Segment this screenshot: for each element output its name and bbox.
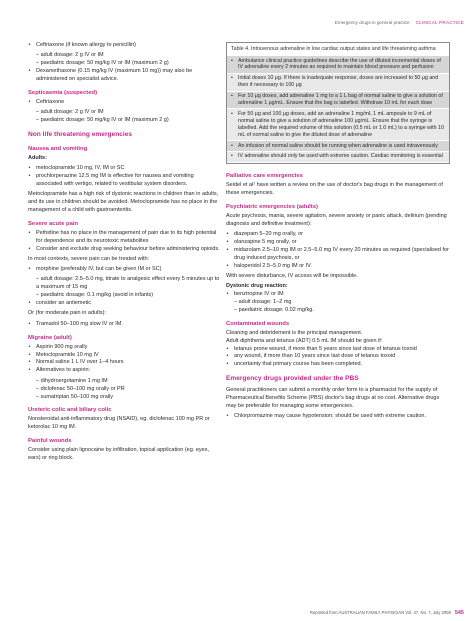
moderate-pain-label: Or (for moderate pain in adults): bbox=[28, 310, 106, 317]
contaminated-list bbox=[226, 346, 450, 370]
nausea-paragraph: Metoclopramide has a high risk of dystonic reactions in children than in adults, and its use in children should be avoided. Metoclopramide has no place in the management of a child with gastroenteritis. bbox=[28, 191, 219, 213]
contaminated-paragraph-2: Adult diphtheria and tetanus (ADT) 0.5 mL IM should be given if: bbox=[226, 337, 383, 344]
list-item: • metoclopramide 10 mg, IV, IM or SC bbox=[28, 165, 220, 173]
table-row: • An infusion of normal saline should be running when adrenaline is used intravenously bbox=[227, 141, 449, 151]
antiemetic-list bbox=[28, 300, 220, 308]
migraine-heading: Migraine (adult) bbox=[28, 334, 72, 341]
sub-item: – paediatric dosage: 50 mg/kg IV or IM (maximum 2 g) bbox=[36, 117, 169, 124]
pain-paragraph: In most contexts, severe pain can be treated with: bbox=[28, 255, 150, 262]
sub-item: – adult dosage: 2 g IV or IM bbox=[36, 52, 104, 59]
pbs-paragraph: General practitioners can submit a monthly order form to a pharmacist for the supply of Pharmaceutical Benefits Scheme (PBS) doctor's bag drugs at no cost. Alternative drugs may be preferable for managing some emergencies. bbox=[226, 386, 440, 409]
non-life-threatening-heading: Non life threatening emergencies bbox=[28, 131, 133, 139]
list-item: • Metoclopramide 10 mg IV bbox=[28, 352, 220, 360]
nausea-list bbox=[28, 165, 220, 189]
pain-list bbox=[28, 230, 220, 254]
sub-item: – adult dosage: 2 g IV or IM bbox=[36, 109, 104, 116]
journal-article-title: Emergency drugs in general practice bbox=[334, 20, 410, 25]
list-item: • tetanus prone wound, if more than 5 years since last dose of tetanus toxoid bbox=[226, 346, 450, 354]
table-title: Table 4. Intravenous adrenaline in low cardiac output states and life threatening asthma bbox=[231, 46, 436, 52]
sub-item: – sumatriptan 50–100 mg orally bbox=[36, 393, 114, 400]
nausea-heading: Nausea and vomiting bbox=[28, 145, 88, 152]
psychiatric-list bbox=[226, 231, 450, 271]
running-head bbox=[335, 20, 464, 25]
psychiatric-paragraph: Acute psychosis, mania, severe agitation, severe anxiety or panic attack, delirium (pending diagnosis and definitive treatment): bbox=[226, 212, 447, 227]
adults-label: Adults: bbox=[28, 154, 47, 161]
table-row: • For 50 μg and 100 μg doses, add an adrenaline 1 mg/mL 1 mL ampoule to 9 mL of normal saline to give a solution of adrenaline 100 μg/mL. Ensure that the syringe is labelled. Add the required volume of this solution (0.5 mL or 1.0 mL) to a syringe with 10 mL of normal saline to give the diluted dose of adrenaline bbox=[227, 109, 449, 140]
sub-item: – dihydroergotamine 1 mg IM bbox=[36, 377, 108, 384]
list-item: • Chlorpromazine may cause hypotension; should be used with extreme caution. bbox=[226, 413, 450, 421]
pain-heading: Severe acute pain bbox=[28, 220, 79, 227]
list-item: • Dexamethasone (0.15 mg/kg IV (maximum 10 mg)) may also be administered on specialist advice. bbox=[28, 68, 220, 84]
contaminated-wounds-heading: Contaminated wounds bbox=[226, 320, 290, 327]
list-item: • prochlorperazine 12.5 mg IM is effective for nausea and vomiting associated with vertigo, related to vestibular system disorders. bbox=[28, 173, 220, 189]
footer-citation: Reprinted from AUSTRALIAN FAMILY PHYSICIAN Vol. 37, No. 7, July 2008 bbox=[309, 610, 451, 615]
list-item: • haloperidol 2.5–5.0 mg IM or IV. bbox=[226, 263, 450, 271]
dystonic-list bbox=[226, 291, 450, 299]
list-item: • olanzapine 5 mg orally, or bbox=[226, 239, 450, 247]
left-column bbox=[28, 42, 220, 465]
septicaemia-heading: Septicaemia (suspected) bbox=[28, 89, 98, 96]
list-item: • midazolam 2.5–10 mg IM or 2.5–5.0 mg IV every 20 minutes as required (specialised for drug induced psychosis, or bbox=[226, 247, 450, 263]
sub-item: – adult dosage: 1–2 mg bbox=[234, 298, 292, 305]
contaminated-paragraph-1: Cleaning and debridement is the principal management. bbox=[226, 329, 363, 336]
table-row: • IV adrenaline should only be used with extreme caution. Cardiac monitoring is essential bbox=[227, 152, 449, 162]
list-item: • benztropine IV or IM bbox=[226, 291, 450, 299]
painful-wounds-paragraph: Consider using plain lignocaine by infiltration, topical application (eg. eyes, ears) or ring block. bbox=[28, 447, 209, 462]
list-item: • uncertainty that primary course has been completed. bbox=[226, 361, 450, 369]
sub-item: – paediatric dosage: 0.02 mg/kg. bbox=[234, 306, 314, 313]
palliative-heading: Palliative care emergencies bbox=[226, 172, 303, 179]
dystonic-label: Dystonic drug reaction: bbox=[226, 283, 288, 290]
list-item: • Ceftriaxone (if known allergy to penicillin) bbox=[28, 42, 220, 50]
septicaemia-list bbox=[28, 99, 220, 107]
page-footer bbox=[310, 610, 464, 616]
sub-item: – diclofenac 50–100 mg orally or PR bbox=[36, 385, 125, 392]
page-number: 545 bbox=[454, 610, 464, 616]
page-header bbox=[0, 0, 474, 30]
painful-wounds-heading: Painful wounds bbox=[28, 438, 72, 445]
list-item: • consider an antiemetic bbox=[28, 300, 220, 308]
tramadol-list bbox=[28, 321, 220, 329]
pbs-heading: Emergency drugs provided under the PBS bbox=[226, 375, 359, 383]
list-item: • Consider and exclude drug seeking behaviour before administering opioids. bbox=[28, 246, 220, 254]
psychiatric-note: With severe disturbance, IV access will be impossible. bbox=[226, 272, 358, 279]
list-item: • Aspirin 900 mg orally bbox=[28, 344, 220, 352]
palliative-paragraph: Seidel et al¹ have written a review on the use of doctor's bag drugs in the management of these emergencies. bbox=[226, 181, 443, 196]
ureteric-heading: Ureteric colic and biliary colic bbox=[28, 407, 112, 414]
pbs-list bbox=[226, 413, 450, 421]
list-item: • morphine (preferably IV, but can be given IM or SC) bbox=[28, 266, 220, 274]
sub-item: – adult dosage: 2.5–5.0 mg, titrate to analgesic effect every 5 minutes up to a maximum of 15 mg bbox=[36, 276, 220, 291]
migraine-list bbox=[28, 344, 220, 376]
ureteric-paragraph: Nonsteroidal anti-inflammatory drug (NSAID), eg. diclofenac 100 mg PR or ketorolac 10 mg IM. bbox=[28, 416, 210, 431]
table-row: • For 10 μg doses, add adrenaline 1 mg to a 1 L bag of normal saline to give a solution of adrenaline 1 μg/mL. Ensure that the bag is labelled. Withdraw 10 mL for each dose bbox=[227, 92, 449, 109]
list-item: • Tramadol 50–100 mg slow IV or IM. bbox=[28, 321, 220, 329]
psychiatric-heading: Psychiatric emergencies (adults) bbox=[226, 203, 318, 210]
list-item: • Alternatives to aspirin: bbox=[28, 367, 220, 375]
meningitis-list bbox=[28, 42, 220, 50]
meningitis-list-2 bbox=[28, 68, 220, 84]
morphine-list bbox=[28, 266, 220, 274]
table-4 bbox=[226, 42, 450, 164]
sub-item: – paediatric dosage: 0.1 mg/kg (avoid in infants) bbox=[36, 292, 154, 299]
table-row: • Initial doses 10 μg. If there is inadequate response, doses are increased to 50 μg and then if necessary to 100 μg bbox=[227, 74, 449, 91]
list-item: • Pethidine has no place in the management of pain due to its high potential for dependence and its neurotoxic metabolites bbox=[28, 230, 220, 246]
list-item: • Normal saline 1 L IV over 1–4 hours bbox=[28, 359, 220, 367]
section-label: CLINICAL PRACTICE bbox=[415, 20, 464, 25]
sub-item: – paediatric dosage: 50 mg/kg IV or IM (maximum 2 g) bbox=[36, 60, 169, 67]
list-item: • Ceftriaxone bbox=[28, 99, 220, 107]
table-row: • Ambulance clinical practice guidelines describe the use of diluted incremental doses of IV adrenaline every 2 minutes as required to maintain blood pressure and perfusion bbox=[227, 56, 449, 73]
list-item: • any wound, if more than 10 years since last dose of tetanus toxoid bbox=[226, 353, 450, 361]
right-column bbox=[226, 42, 450, 423]
list-item: • diazepam 5–20 mg orally, or bbox=[226, 231, 450, 239]
